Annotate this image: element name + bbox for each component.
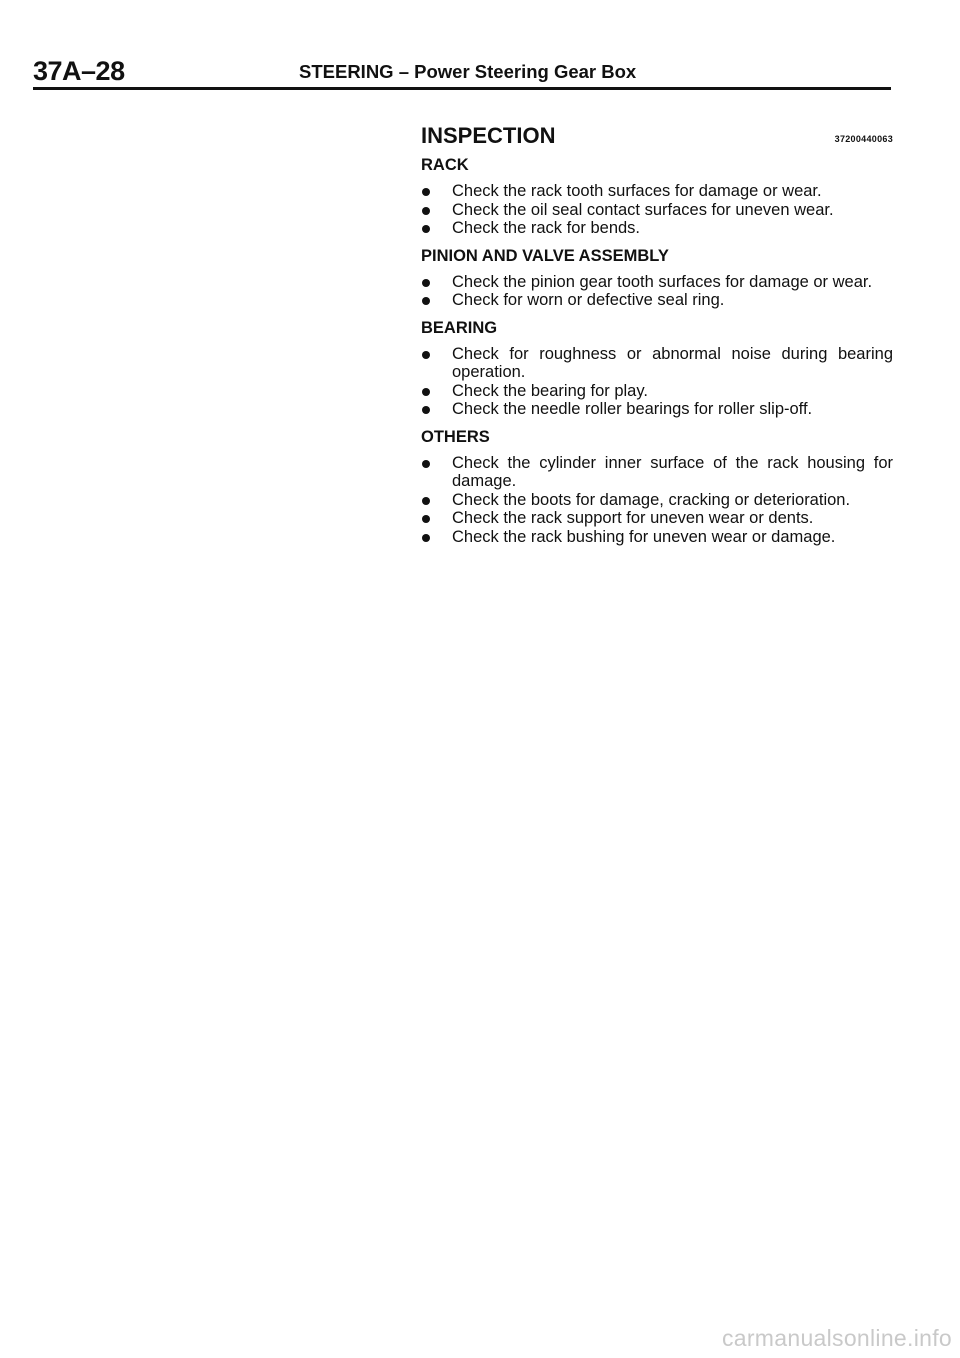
bullet-icon [422,388,430,396]
list-item-text: Check the needle roller bearings for roller slip-off. [452,400,813,418]
list-item-text: Check the rack support for uneven wear or dents. [452,509,814,527]
list-item-text: Check the rack bushing for uneven wear or damage. [452,527,836,546]
inspection-heading-row [421,122,893,152]
inspection-content [421,122,893,546]
list-item-text: Check the boots for damage, cracking or deterioration. [452,490,851,509]
list-item [421,382,893,401]
bullet-list [421,454,893,547]
bullet-icon [422,297,430,305]
header-rule [33,87,891,90]
bullet-icon [422,207,430,215]
list-item-text: Check the rack for bends. [452,219,641,237]
list-item [421,509,893,528]
bullet-list [421,182,893,238]
list-item [421,491,893,510]
list-item [421,291,893,310]
list-item [421,345,893,382]
list-item-text: Check the cylinder inner surface of the rack housing for damage. [452,453,893,490]
subsection-heading: OTHERS [421,427,490,446]
bullet-icon [422,279,430,287]
list-item [421,528,893,547]
subsection-heading: PINION AND VALVE ASSEMBLY [421,246,669,265]
subsection-pinion-valve [421,245,893,310]
chapter-title: STEERING – Power Steering Gear Box [299,61,637,82]
subsection-others [421,426,893,547]
bullet-icon [422,497,430,505]
subsection-rack [421,154,893,238]
list-item [421,400,893,419]
bullet-list [421,345,893,419]
bullet-list [421,273,893,310]
list-item-text: Check the oil seal contact surfaces for uneven wear. [452,200,834,219]
section-heading: INSPECTION [421,123,556,148]
watermark: carmanualsonline.info [721,1325,952,1351]
list-item-text: Check the bearing for play. [452,381,648,400]
list-item-text: Check the rack tooth surfaces for damage or wear. [452,182,822,200]
list-item-text: Check for roughness or abnormal noise during bearing operation. [452,344,893,381]
bullet-icon [422,515,430,523]
subsection-heading: RACK [421,156,469,174]
bullet-icon [422,460,430,468]
bullet-icon [422,225,430,233]
reference-code: 37200440063 [834,134,893,144]
bullet-icon [422,406,430,414]
list-item-text: Check for worn or defective seal ring. [452,291,725,309]
bullet-icon [422,188,430,196]
list-item [421,201,893,220]
subsection-bearing [421,317,893,419]
list-item [421,182,893,201]
page-header [33,56,895,90]
subsection-heading: BEARING [421,318,498,337]
list-item [421,273,893,292]
page-number: 37A–28 [33,56,125,86]
list-item [421,454,893,491]
bullet-icon [422,534,430,542]
list-item [421,219,893,238]
list-item-text: Check the pinion gear tooth surfaces for damage or wear. [452,272,873,291]
bullet-icon [422,351,430,359]
